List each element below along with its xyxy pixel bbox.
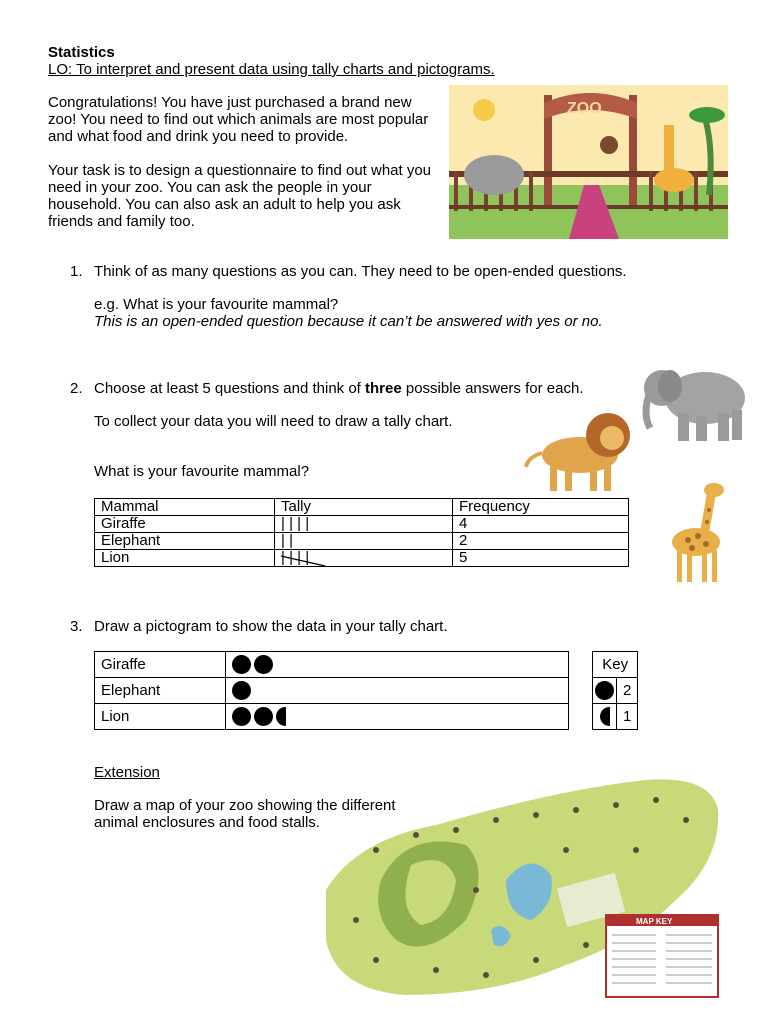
- header-tally: Tally: [275, 499, 453, 516]
- step-3-text: Draw a pictogram to show the data in your tally chart.: [94, 618, 448, 635]
- tally-marks: | | | |: [281, 549, 310, 566]
- half-circle-icon: [276, 707, 286, 726]
- zoo-entrance-illustration: [449, 85, 728, 239]
- mammal-cell: Lion: [95, 550, 275, 567]
- step-3-number: 3.: [70, 618, 83, 635]
- full-circle-icon: [232, 707, 251, 726]
- lion-illustration: [520, 405, 635, 495]
- frequency-cell: 2: [453, 533, 629, 550]
- pictogram-symbols: [226, 704, 569, 730]
- mammal-cell: Elephant: [95, 533, 275, 550]
- mammal-cell: Giraffe: [95, 516, 275, 533]
- table-row: [95, 533, 629, 550]
- pictogram-row: [95, 678, 569, 704]
- pictogram-row: [95, 704, 569, 730]
- frequency-cell: 5: [453, 550, 629, 567]
- giraffe-illustration: [662, 480, 732, 585]
- step-2-number: 2.: [70, 380, 83, 397]
- zoo-map-illustration: [316, 770, 724, 1002]
- header-frequency: Frequency: [453, 499, 629, 516]
- pictogram-label: Elephant: [95, 678, 226, 704]
- tally-cell: | |: [275, 533, 453, 550]
- map-key-title: MAP KEY: [636, 917, 673, 926]
- frequency-cell: 4: [453, 516, 629, 533]
- pictogram-row: [95, 652, 569, 678]
- elephant-illustration: [640, 358, 750, 444]
- pictogram-label: Lion: [95, 704, 226, 730]
- table-header-row: [95, 499, 629, 516]
- step-2-collect: To collect your data you will need to draw a tally chart.: [94, 413, 453, 430]
- half-circle-icon: [600, 707, 610, 726]
- step-1-number: 1.: [70, 263, 83, 280]
- header-mammal: Mammal: [95, 499, 275, 516]
- pictogram-symbols: [226, 678, 569, 704]
- full-circle-icon: [254, 655, 273, 674]
- full-circle-icon: [232, 681, 251, 700]
- step-1-note: This is an open-ended question because it can’t be answered with yes or no.: [94, 313, 603, 330]
- key-full-value: 2: [617, 678, 638, 704]
- step-1-example: e.g. What is your favourite mammal?: [94, 296, 339, 313]
- pictogram-symbols: [226, 652, 569, 678]
- tally-strike-mark: [279, 550, 329, 567]
- extension-heading: Extension: [94, 764, 160, 781]
- full-circle-icon: [232, 655, 251, 674]
- page-title: Statistics: [48, 44, 115, 61]
- full-circle-icon: [595, 681, 614, 700]
- step-1-text: Think of as many questions as you can. They need to be open-ended questions.: [94, 263, 627, 280]
- pictogram-key: [592, 651, 638, 730]
- key-title: Key: [593, 652, 638, 678]
- step-2-text-end: possible answers for each.: [401, 380, 584, 397]
- key-full-symbol: [593, 678, 617, 704]
- key-half-value: 1: [617, 704, 638, 730]
- table-row: [95, 550, 629, 567]
- tally-cell-lion: [275, 550, 453, 567]
- pictogram: [94, 651, 569, 730]
- step-2-question: What is your favourite mammal?: [94, 463, 310, 480]
- intro-paragraph: Congratulations! You have just purchased a brand new zoo! You need to find out which animals are most popular and what food and drink you need to provide.: [48, 94, 429, 145]
- extension-text: Draw a map of your zoo showing the different animal enclosures and food stalls.: [94, 797, 396, 831]
- key-half-symbol: [593, 704, 617, 730]
- pictogram-label: Giraffe: [95, 652, 226, 678]
- tally-chart: [94, 498, 629, 567]
- step-2-text-start: Choose at least 5 questions and think of: [94, 380, 366, 397]
- zoo-sign: ZOO: [567, 100, 602, 117]
- task-paragraph: Your task is to design a questionnaire to find out what you need in your zoo. You can ask the people in your household. You can also ask an adult to help you ask friends and family too.: [48, 162, 432, 230]
- full-circle-icon: [254, 707, 273, 726]
- step-2-text-bold: three: [365, 380, 402, 397]
- learning-objective: LO: To interpret and present data using tally charts and pictograms.: [48, 61, 495, 78]
- table-row: [95, 516, 629, 533]
- step-2-text: [94, 380, 583, 397]
- tally-cell: | | | |: [275, 516, 453, 533]
